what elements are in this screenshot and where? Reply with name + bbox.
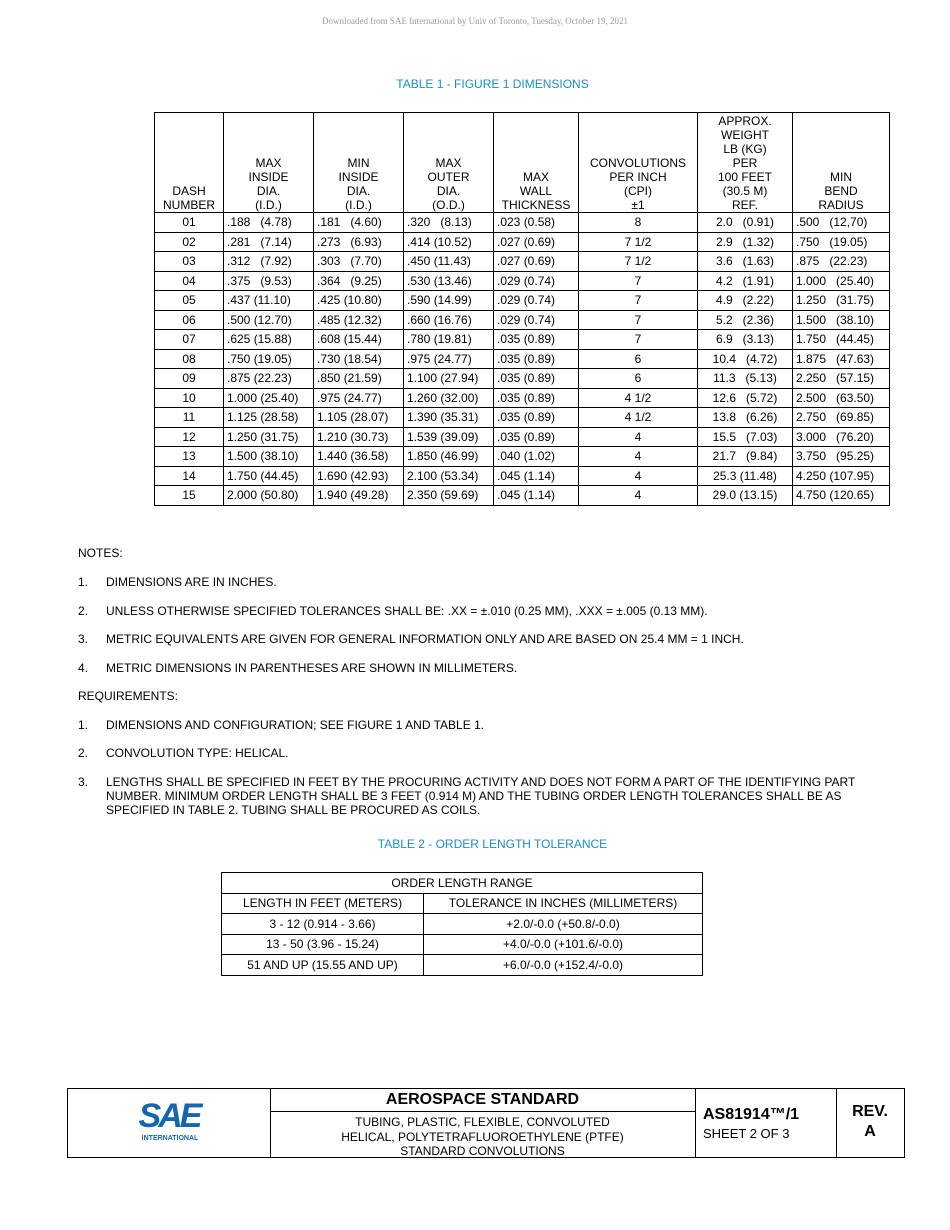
table-row (155, 486, 890, 506)
table-cell: .364 (9.25) (314, 271, 404, 291)
requirements-heading: REQUIREMENTS: (78, 689, 179, 703)
requirement-number: 1. (78, 718, 89, 732)
table-cell: 1.750 (44.45) (224, 466, 314, 486)
standard-type: AEROSPACE STANDARD (270, 1089, 695, 1112)
table-cell: .035 (0.89) (494, 330, 579, 350)
table-cell: 4 (579, 466, 698, 486)
tolerance-header: TOLERANCE IN INCHES (MILLIMETERS) (424, 893, 703, 914)
table-cell: .750 (19.05) (793, 232, 890, 252)
table-cell: .035 (0.89) (494, 349, 579, 369)
table-cell: .730 (18.54) (314, 349, 404, 369)
table-cell: .035 (0.89) (494, 369, 579, 389)
table-cell: 6 (579, 349, 698, 369)
table-cell: .303 (7.70) (314, 252, 404, 272)
table-cell: .320 (8.13) (404, 213, 494, 233)
revision-cell (836, 1089, 904, 1157)
standard-description (270, 1112, 695, 1159)
note-text: DIMENSIONS ARE IN INCHES. (106, 575, 277, 589)
table-cell: 4 1/2 (579, 408, 698, 428)
table2-title: TABLE 2 - ORDER LENGTH TOLERANCE (377, 837, 608, 851)
sae-logo-mark: SAE (138, 1097, 200, 1135)
table-cell: .750 (19.05) (224, 349, 314, 369)
table-cell: .035 (0.89) (494, 408, 579, 428)
column-header: APPROX. WEIGHT LB (KG) PER 100 FEET (30.5 M) REF. (698, 113, 793, 213)
requirement-number: 3. (78, 775, 89, 789)
requirement-text: CONVOLUTION TYPE: HELICAL. (106, 746, 289, 760)
table-cell: 15 (155, 486, 224, 506)
table-cell: 3.6 (1.63) (698, 252, 793, 272)
table-cell: 4 (579, 486, 698, 506)
order-length-table (221, 872, 703, 976)
table-row (155, 388, 890, 408)
table-cell: 02 (155, 232, 224, 252)
table-cell: 4 1/2 (579, 388, 698, 408)
table-cell: .500 (12.70) (224, 310, 314, 330)
table-cell: 1.850 (46.99) (404, 447, 494, 467)
table1-title: TABLE 1 - FIGURE 1 DIMENSIONS (396, 77, 589, 91)
table-cell: 15.5 (7.03) (698, 427, 793, 447)
document-number: AS81914™/1 (703, 1106, 800, 1123)
table-cell: .045 (1.14) (494, 486, 579, 506)
table-cell: .780 (19.81) (404, 330, 494, 350)
table-cell: 6 (579, 369, 698, 389)
table-cell: 1.250 (31.75) (793, 291, 890, 311)
table-cell: 1.500 (38.10) (224, 447, 314, 467)
table-cell: 13.8 (6.26) (698, 408, 793, 428)
description-line: HELICAL, POLYTETRAFLUOROETHYLENE (PTFE) (341, 1129, 624, 1144)
table-cell: .485 (12.32) (314, 310, 404, 330)
table-cell: 4.750 (120.65) (793, 486, 890, 506)
sae-logo-icon (68, 1089, 270, 1157)
table-cell: 13 - 50 (3.96 - 15.24) (222, 934, 424, 955)
revision-label: REV. (852, 1103, 888, 1120)
table-cell: .029 (0.74) (494, 291, 579, 311)
table-cell: .975 (24.77) (314, 388, 404, 408)
table-row (222, 934, 703, 955)
table-cell: .188 (4.78) (224, 213, 314, 233)
column-header: MIN BEND RADIUS (793, 113, 890, 213)
table-cell: 08 (155, 349, 224, 369)
table-header-row (222, 893, 703, 914)
table-cell: .027 (0.69) (494, 232, 579, 252)
table-cell: 1.125 (28.58) (224, 408, 314, 428)
table-cell: 7 (579, 291, 698, 311)
table-cell: 05 (155, 291, 224, 311)
table-cell: .023 (0.58) (494, 213, 579, 233)
requirement-number: 2. (78, 746, 89, 760)
table-cell: 2.0 (0.91) (698, 213, 793, 233)
table-cell: .035 (0.89) (494, 427, 579, 447)
table-cell: 7 1/2 (579, 232, 698, 252)
column-header: CONVOLUTIONS PER INCH (CPI) ±1 (579, 113, 698, 213)
requirement-text: DIMENSIONS AND CONFIGURATION; SEE FIGURE 1 AND TABLE 1. (106, 718, 485, 732)
table-cell: .181 (4.60) (314, 213, 404, 233)
standard-title-cell (270, 1089, 696, 1157)
table-cell: .608 (15.44) (314, 330, 404, 350)
table-cell: .425 (10.80) (314, 291, 404, 311)
table-cell: 1.500 (38.10) (793, 310, 890, 330)
table-cell: 7 (579, 310, 698, 330)
table-cell: 3 - 12 (0.914 - 3.66) (222, 914, 424, 935)
table-row (155, 291, 890, 311)
note-text: METRIC EQUIVALENTS ARE GIVEN FOR GENERAL INFORMATION ONLY AND ARE BASED ON 25.4 MM = 1 INCH. (106, 632, 744, 646)
table-row (155, 232, 890, 252)
table-cell: 1.440 (36.58) (314, 447, 404, 467)
table-cell: .590 (14.99) (404, 291, 494, 311)
table-row (222, 955, 703, 976)
table-cell: 2.750 (69.85) (793, 408, 890, 428)
sheet-number: SHEET 2 OF 3 (703, 1126, 790, 1141)
table-cell: .045 (1.14) (494, 466, 579, 486)
table-cell: 13 (155, 447, 224, 467)
table-row (155, 369, 890, 389)
note-number: 3. (78, 632, 89, 646)
table-row (155, 213, 890, 233)
table-cell: 1.000 (25.40) (224, 388, 314, 408)
table-cell: .040 (1.02) (494, 447, 579, 467)
table-cell: .375 (9.53) (224, 271, 314, 291)
table-cell: 7 1/2 (579, 252, 698, 272)
table-cell: .660 (16.76) (404, 310, 494, 330)
table-cell: .850 (21.59) (314, 369, 404, 389)
table-cell: 8 (579, 213, 698, 233)
notes-heading: NOTES: (78, 546, 123, 560)
table-cell: 12.6 (5.72) (698, 388, 793, 408)
table-cell: 4.2 (1.91) (698, 271, 793, 291)
table-cell: 2.9 (1.32) (698, 232, 793, 252)
table-cell: 2.100 (53.34) (404, 466, 494, 486)
sae-logo (68, 1089, 271, 1157)
table-cell: 1.000 (25.40) (793, 271, 890, 291)
table-cell: 1.875 (47.63) (793, 349, 890, 369)
table-row (155, 310, 890, 330)
table-cell: 10 (155, 388, 224, 408)
table-row (155, 408, 890, 428)
table-cell: 25.3 (11.48) (698, 466, 793, 486)
note-number: 2. (78, 604, 89, 618)
table-cell: 3.000 (76.20) (793, 427, 890, 447)
table-cell: 09 (155, 369, 224, 389)
table-row (155, 271, 890, 291)
table-cell: 2.350 (59.69) (404, 486, 494, 506)
table-cell: .875 (22.23) (793, 252, 890, 272)
table-cell: 1.940 (49.28) (314, 486, 404, 506)
table-cell: .500 (12,70) (793, 213, 890, 233)
table-cell: +6.0/-0.0 (+152.4/-0.0) (424, 955, 703, 976)
table-cell: 2.250 (57.15) (793, 369, 890, 389)
title-block (67, 1088, 905, 1158)
table-cell: 1.250 (31.75) (224, 427, 314, 447)
table-cell: .450 (11.43) (404, 252, 494, 272)
table-cell: .273 (6.93) (314, 232, 404, 252)
table-cell: .029 (0.74) (494, 310, 579, 330)
document-number-cell (695, 1089, 837, 1157)
note-number: 4. (78, 661, 89, 675)
table-cell: 03 (155, 252, 224, 272)
column-header: MAX INSIDE DIA. (I.D.) (224, 113, 314, 213)
column-header: MAX WALL THICKNESS (494, 113, 579, 213)
table-cell: 1.539 (39.09) (404, 427, 494, 447)
table-cell: 10.4 (4.72) (698, 349, 793, 369)
table-cell: .530 (13.46) (404, 271, 494, 291)
column-header: DASH NUMBER (155, 113, 224, 213)
table-cell: 2.000 (50.80) (224, 486, 314, 506)
table-row (155, 330, 890, 350)
table-cell: .414 (10.52) (404, 232, 494, 252)
table-cell: 07 (155, 330, 224, 350)
table-cell: 1.260 (32.00) (404, 388, 494, 408)
table-cell: 4 (579, 447, 698, 467)
table-row (155, 466, 890, 486)
table-cell: +4.0/-0.0 (+101.6/-0.0) (424, 934, 703, 955)
table-cell: 06 (155, 310, 224, 330)
table-group-header-row (222, 873, 703, 894)
table-cell: 04 (155, 271, 224, 291)
table-cell: 14 (155, 466, 224, 486)
table-cell: .281 (7.14) (224, 232, 314, 252)
table-cell: 29.0 (13.15) (698, 486, 793, 506)
table-cell: 1.105 (28.07) (314, 408, 404, 428)
table-cell: 1.210 (30.73) (314, 427, 404, 447)
revision-value: A (864, 1123, 876, 1140)
table-cell: +2.0/-0.0 (+50.8/-0.0) (424, 914, 703, 935)
length-header: LENGTH IN FEET (METERS) (222, 893, 424, 914)
table-cell: 51 AND UP (15.55 AND UP) (222, 955, 424, 976)
description-line: TUBING, PLASTIC, FLEXIBLE, CONVOLUTED (355, 1115, 610, 1129)
table-row (155, 252, 890, 272)
table-cell: 4 (579, 427, 698, 447)
table-cell: .437 (11.10) (224, 291, 314, 311)
table-cell: 7 (579, 271, 698, 291)
requirement-text: LENGTHS SHALL BE SPECIFIED IN FEET BY THE PROCURING ACTIVITY AND DOES NOT FORM A PART OF THE IDENTIFYING PART NUMBER. MINIMUM ORDER LENGTH SHALL BE 3 FEET (0.914 M) AND THE TUBING ORDER LENGTH TOLERANCES SHALL BE AS SPECIFIED IN TABLE 2. TUBING SHALL BE PROCURED AS COILS. (106, 775, 856, 817)
dimensions-table (154, 112, 890, 506)
table-row (155, 349, 890, 369)
table-cell: 4.9 (2.22) (698, 291, 793, 311)
column-header: MAX OUTER DIA. (O.D.) (404, 113, 494, 213)
table-header-row (155, 113, 890, 213)
table-row (155, 447, 890, 467)
note-text: UNLESS OTHERWISE SPECIFIED TOLERANCES SHALL BE: .XX = ±.010 (0.25 MM), .XXX = ±.005 (0.13 MM). (106, 604, 708, 618)
table-cell: 1.690 (42.93) (314, 466, 404, 486)
table-cell: 12 (155, 427, 224, 447)
table-cell: .029 (0.74) (494, 271, 579, 291)
table-row (222, 914, 703, 935)
table-cell: 6.9 (3.13) (698, 330, 793, 350)
sae-logo-subtext: INTERNATIONAL (141, 1135, 199, 1142)
table-cell: 5.2 (2.36) (698, 310, 793, 330)
table-cell: 01 (155, 213, 224, 233)
table-cell: .027 (0.69) (494, 252, 579, 272)
table-cell: 1.750 (44.45) (793, 330, 890, 350)
note-text: METRIC DIMENSIONS IN PARENTHESES ARE SHOWN IN MILLIMETERS. (106, 661, 518, 675)
table-cell: 3.750 (95.25) (793, 447, 890, 467)
download-watermark: Downloaded from SAE International by Univ of Toronto, Tuesday, October 19, 2021 (321, 16, 629, 26)
table-cell: 11.3 (5.13) (698, 369, 793, 389)
table-cell: 7 (579, 330, 698, 350)
table-cell: .625 (15.88) (224, 330, 314, 350)
table-cell: 1.100 (27.94) (404, 369, 494, 389)
table-cell: .875 (22.23) (224, 369, 314, 389)
table-cell: 21.7 (9.84) (698, 447, 793, 467)
description-line: STANDARD CONVOLUTIONS (400, 1144, 565, 1158)
order-length-range-header: ORDER LENGTH RANGE (222, 873, 703, 894)
column-header: MIN INSIDE DIA. (I.D.) (314, 113, 404, 213)
table-row (155, 427, 890, 447)
note-number: 1. (78, 575, 89, 589)
table-cell: 4.250 (107.95) (793, 466, 890, 486)
table-cell: .312 (7.92) (224, 252, 314, 272)
table-cell: .975 (24.77) (404, 349, 494, 369)
table-cell: 11 (155, 408, 224, 428)
table-cell: 2.500 (63.50) (793, 388, 890, 408)
table-cell: .035 (0.89) (494, 388, 579, 408)
table-cell: 1.390 (35.31) (404, 408, 494, 428)
